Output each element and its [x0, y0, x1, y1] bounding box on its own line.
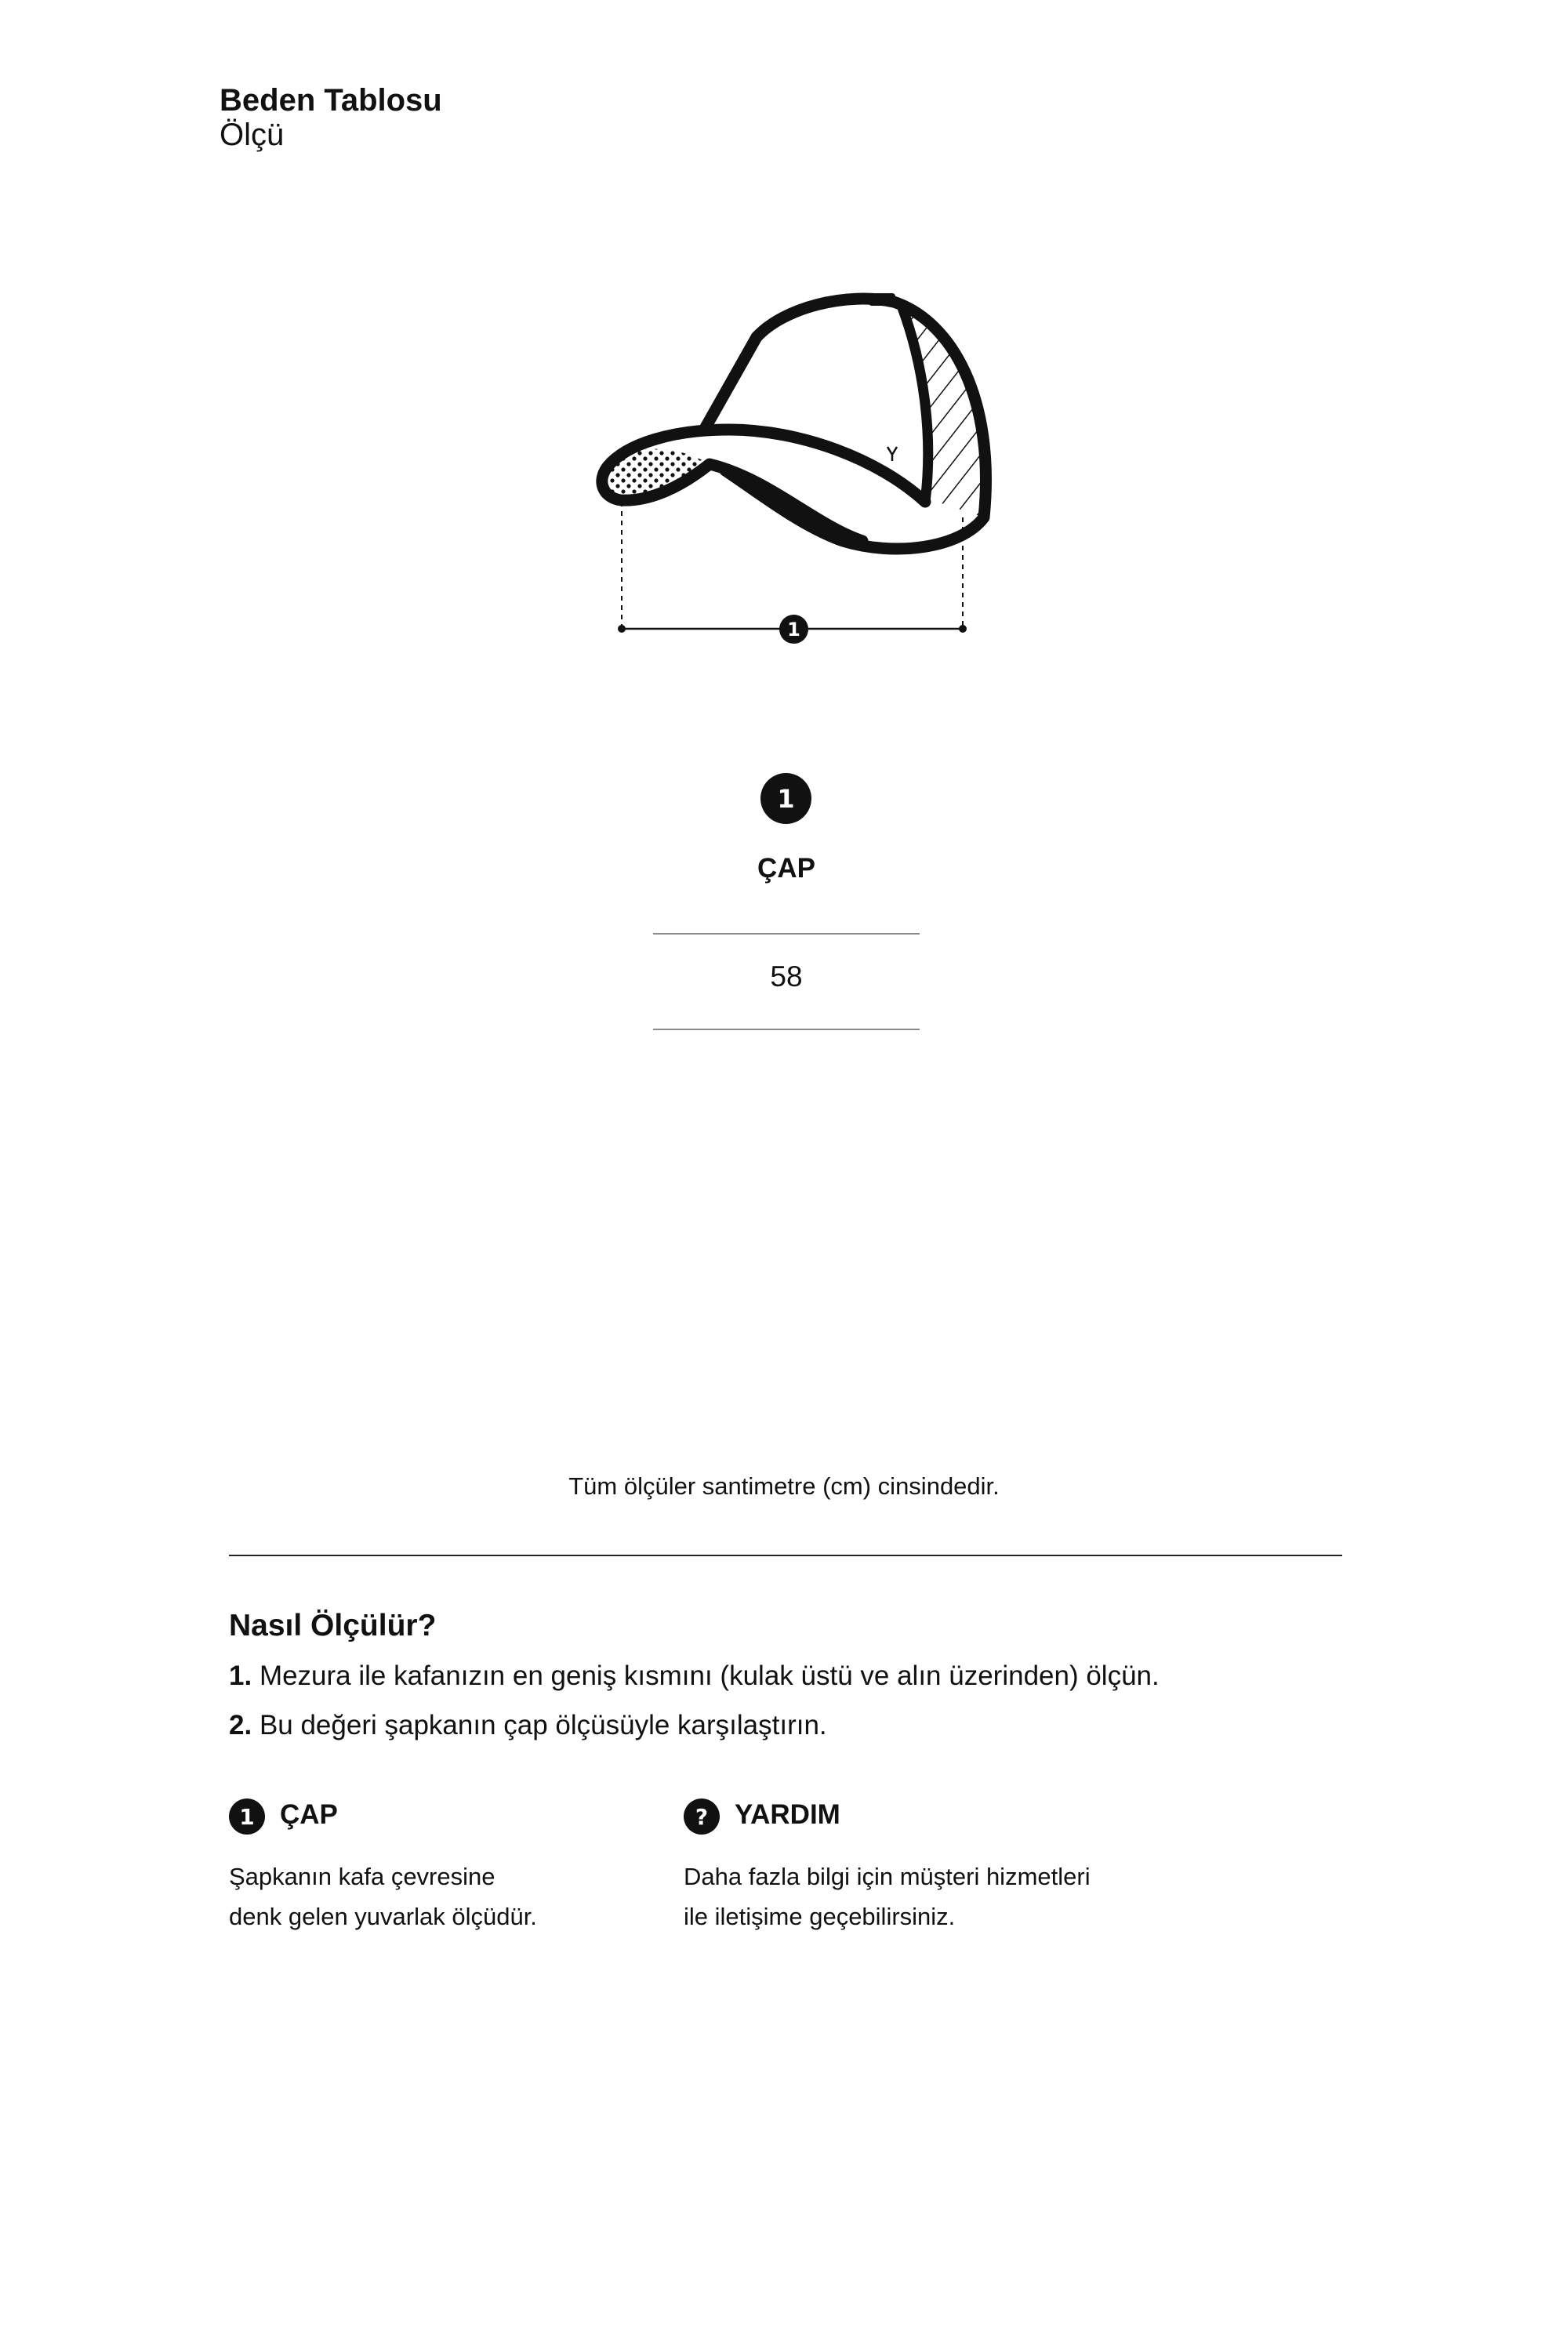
- measure-marker-icon: 1: [779, 615, 808, 644]
- column-header-cap: ÇAP: [757, 853, 815, 884]
- how-to-heading: Nasıl Ölçülür?: [229, 1609, 437, 1642]
- help-icon: ?: [684, 1798, 720, 1835]
- cap-info-title: ÇAP: [280, 1799, 338, 1830]
- step-text: Mezura ile kafanızın en geniş kısmını (kulak üstü ve alın üzerinden) ölçün.: [259, 1661, 1160, 1691]
- help-info-title: YARDIM: [735, 1799, 840, 1830]
- how-to-step: [229, 1661, 1160, 1692]
- page-subtitle: Ölçü: [220, 118, 285, 152]
- page-title: Beden Tablosu: [220, 83, 442, 118]
- svg-text:nordbron: nordbron: [865, 461, 909, 492]
- cap-illustration: [580, 282, 1004, 651]
- help-info-description: Daha fazla bilgi için müşteri hizmetleri ile iletişime geçebilirsiniz.: [684, 1863, 1091, 1930]
- section-divider: [229, 1555, 1342, 1556]
- measure-value: 58: [770, 960, 803, 993]
- step-number: 1.: [229, 1661, 252, 1691]
- cap-info-description: Şapkanın kafa çevresine denk gelen yuvarlak ölçüdür.: [229, 1863, 537, 1930]
- units-note: Tüm ölçüler santimetre (cm) cinsindedir.: [568, 1472, 1000, 1500]
- cap-info-icon: 1: [229, 1798, 265, 1835]
- table-divider-top: [653, 933, 920, 935]
- step-number: 2.: [229, 1710, 252, 1740]
- step-text: Bu değeri şapkanın çap ölçüsüyle karşılaştırın.: [259, 1710, 827, 1740]
- table-divider-bottom: [653, 1029, 920, 1030]
- column-marker-icon: 1: [760, 773, 811, 824]
- how-to-step: [229, 1710, 827, 1741]
